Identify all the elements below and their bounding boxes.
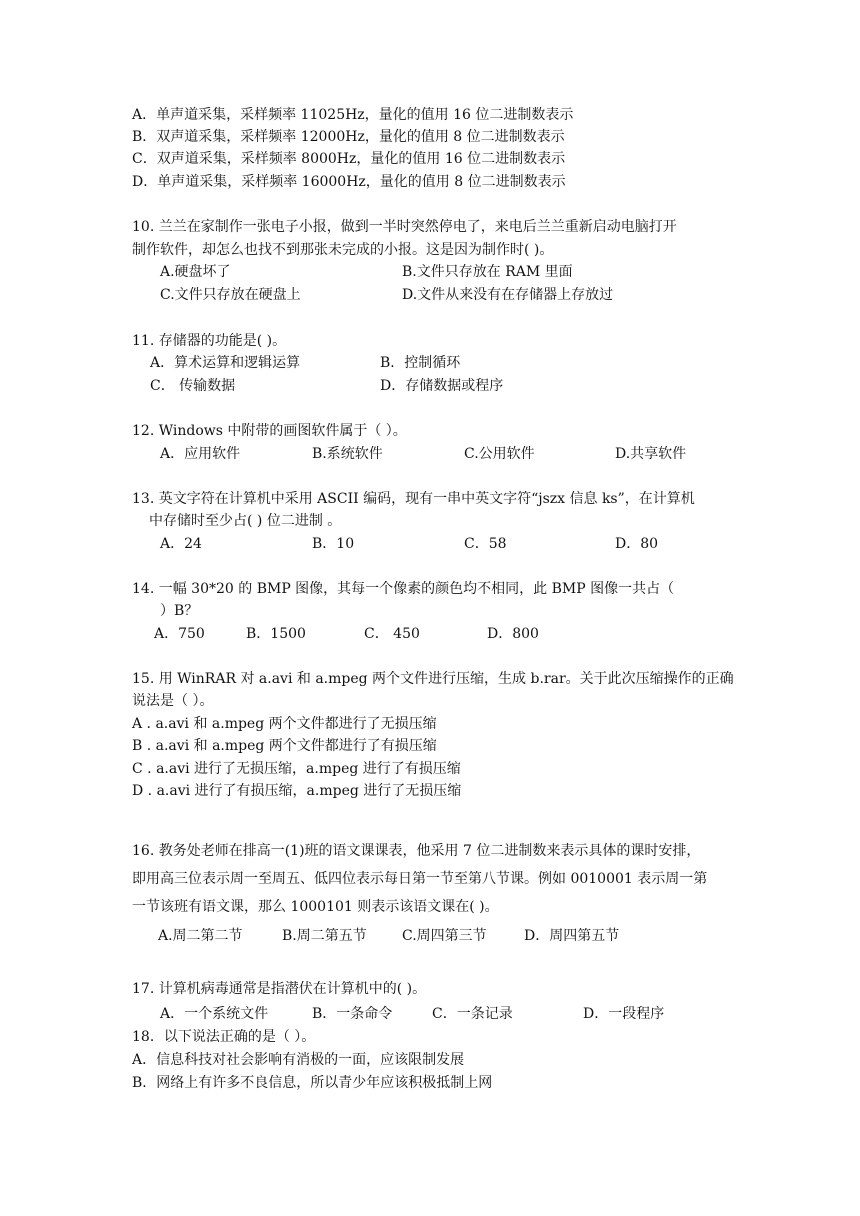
q11-options-row1 bbox=[150, 353, 650, 373]
q11-options-row2 bbox=[150, 376, 650, 396]
q12-option-c: C.公用软件 bbox=[464, 446, 535, 462]
q9-option-d: D．单声道采集，采样频率 16000Hz，量化的值用 8 位二进制数表示 bbox=[132, 174, 566, 190]
q16-option-c: C.周四第三节 bbox=[402, 928, 487, 944]
q18-stem: 18．以下说法正确的是（ ）。 bbox=[132, 1029, 316, 1045]
q11-option-a: A．算术运算和逻辑运算 bbox=[150, 355, 301, 371]
q17-options bbox=[160, 1004, 720, 1024]
q13-options bbox=[160, 534, 720, 554]
q9-option-b: B．双声道采集，采样频率 12000Hz，量化的值用 8 位二进制数表示 bbox=[132, 129, 565, 145]
q16-option-b: B.周二第五节 bbox=[282, 928, 367, 944]
q16-stem-line2: 即用高三位表示周一至周五、低四位表示每日第一节至第八节课。例如 0010001 表示周一第 bbox=[132, 871, 708, 887]
q12-option-b: B.系统软件 bbox=[312, 446, 383, 462]
q15-option-d: D . a.avi 进行了有损压缩，a.mpeg 进行了无损压缩 bbox=[132, 783, 462, 799]
q10-options-row2 bbox=[160, 285, 720, 305]
q9-option-c: C．双声道采集，采样频率 8000Hz，量化的值用 16 位二进制数表示 bbox=[132, 151, 566, 167]
q12-options bbox=[160, 444, 720, 464]
q15-option-c: C . a.avi 进行了无损压缩，a.mpeg 进行了有损压缩 bbox=[132, 761, 461, 777]
q14-stem-line2: ）B？ bbox=[160, 603, 199, 619]
q10-stem-line2: 制作软件，却怎么也找不到那张未完成的小报。这是因为制作时( )。 bbox=[132, 242, 554, 258]
q15-option-b: B . a.avi 和 a.mpeg 两个文件都进行了有损压缩 bbox=[132, 738, 437, 754]
q13-option-a: A．24 bbox=[160, 536, 202, 552]
q16-stem-line1: 16. 教务处老师在排高一(1)班的语文课课表，他采用 7 位二进制数来表示具体的课时安排， bbox=[132, 843, 701, 859]
q17-option-d: D．一段程序 bbox=[583, 1006, 665, 1022]
q10-option-b: B.文件只存放在 RAM 里面 bbox=[402, 264, 573, 280]
q17-option-a: A．一个系统文件 bbox=[160, 1006, 269, 1022]
q11-option-b: B．控制循环 bbox=[380, 355, 461, 371]
q18-option-a: A．信息科技对社会影响有消极的一面，应该限制发展 bbox=[132, 1052, 465, 1068]
q16-option-a: A.周二第二节 bbox=[158, 928, 243, 944]
q14-option-a: A．750 bbox=[154, 626, 205, 642]
q13-stem-line2: 中存储时至少占( ) 位二进制 。 bbox=[149, 513, 342, 529]
q15-option-a: A . a.avi 和 a.mpeg 两个文件都进行了无损压缩 bbox=[132, 716, 437, 732]
q10-option-d: D.文件从来没有在存储器上存放过 bbox=[402, 287, 614, 303]
q13-option-c: C．58 bbox=[464, 536, 507, 552]
q12-stem: 12. Windows 中附带的画图软件属于（ ）。 bbox=[132, 423, 407, 439]
q16-option-d: D．周四第五节 bbox=[524, 928, 620, 944]
q14-option-d: D．800 bbox=[487, 626, 539, 642]
q14-option-c: C． 450 bbox=[364, 626, 420, 642]
q14-options bbox=[154, 624, 574, 644]
q17-stem: 17. 计算机病毒通常是指潜伏在计算机中的( )。 bbox=[132, 981, 427, 997]
q12-option-d: D.共享软件 bbox=[615, 446, 687, 462]
q12-option-a: A．应用软件 bbox=[160, 446, 241, 462]
q15-stem-line2: 说法是（ ）。 bbox=[132, 693, 214, 709]
q11-stem: 11. 存储器的功能是( )。 bbox=[132, 333, 287, 349]
q18-option-b: B．网络上有许多不良信息，所以青少年应该积极抵制上网 bbox=[132, 1075, 493, 1091]
q16-stem-line3: 一节该班有语文课，那么 1000101 则表示该语文课在( )。 bbox=[132, 899, 499, 915]
q16-options bbox=[158, 926, 638, 946]
q13-option-d: D．80 bbox=[615, 536, 659, 552]
q17-option-c: C．一条记录 bbox=[432, 1006, 513, 1022]
q10-stem-line1: 10. 兰兰在家制作一张电子小报，做到一半时突然停电了，来电后兰兰重新启动电脑打开 bbox=[132, 219, 677, 235]
q14-stem-line1: 14. 一幅 30*20 的 BMP 图像，其每一个像素的颜色均不相同，此 BMP 图像一共占（ bbox=[132, 581, 675, 597]
q13-option-b: B．10 bbox=[312, 536, 355, 552]
q10-option-c: C.文件只存放在硬盘上 bbox=[160, 287, 301, 303]
q13-stem-line1: 13. 英文字符在计算机中采用 ASCII 编码，现有一串中英文字符“jszx 信息 ks”，在计算机 bbox=[132, 491, 695, 507]
q11-option-d: D．存储数据或程序 bbox=[380, 378, 504, 394]
q9-option-a: A．单声道采集，采样频率 11025Hz，量化的值用 16 位二进制数表示 bbox=[132, 107, 574, 123]
q14-option-b: B．1500 bbox=[246, 626, 306, 642]
q15-stem-line1: 15. 用 WinRAR 对 a.avi 和 a.mpeg 两个文件进行压缩，生成 b.rar。关于此次压缩操作的正确 bbox=[132, 671, 734, 687]
q10-option-a: A.硬盘坏了 bbox=[160, 264, 231, 280]
q11-option-c: C． 传输数据 bbox=[150, 378, 236, 394]
q17-option-b: B．一条命令 bbox=[312, 1006, 393, 1022]
q10-options-row1 bbox=[160, 262, 720, 282]
